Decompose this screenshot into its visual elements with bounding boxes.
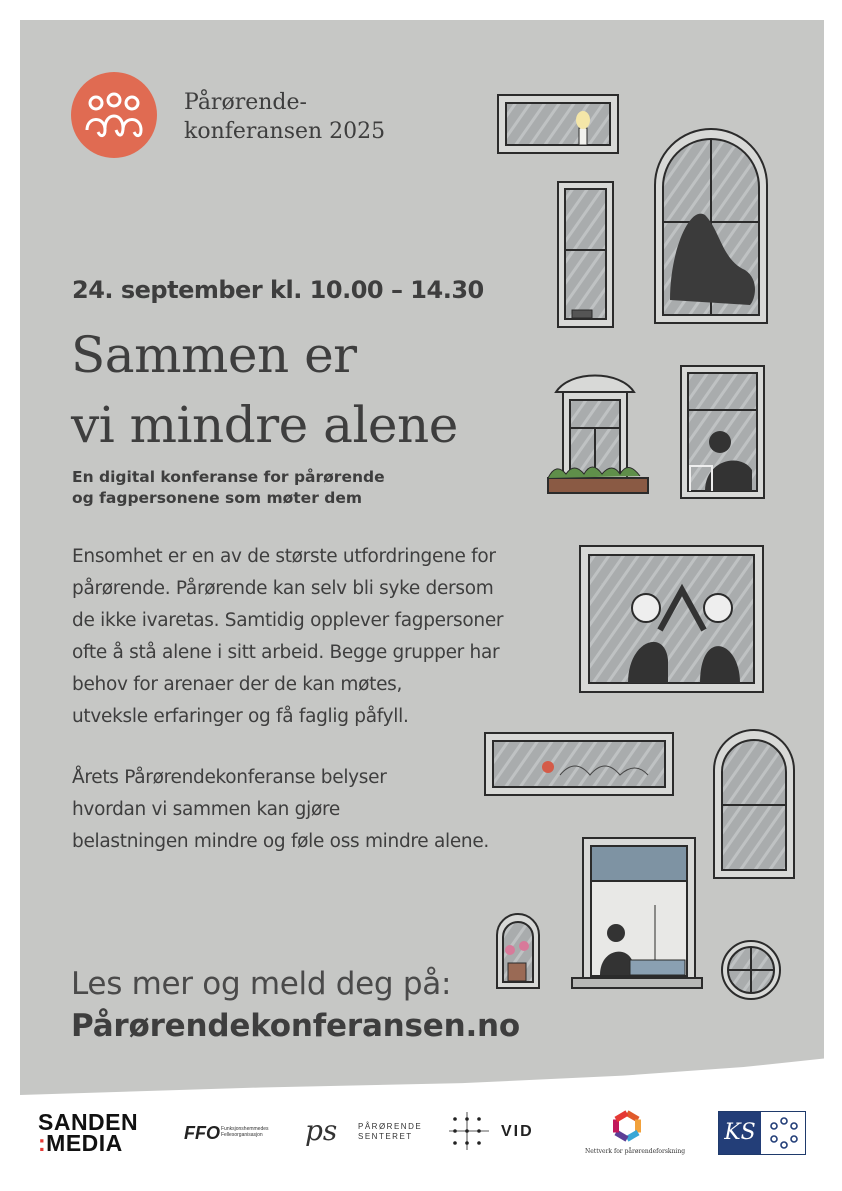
ks-logo[interactable] [718, 1111, 806, 1155]
sanden-media-logo[interactable] [38, 1109, 139, 1156]
body-line: behov for arenaer der de kan møtes, [72, 674, 403, 695]
ps-mark: ps [305, 1114, 338, 1147]
vid-logo[interactable] [449, 1110, 534, 1156]
ks-ring-icon [763, 1112, 805, 1154]
vid-text: VID [501, 1123, 534, 1140]
conference-name-line2: konferansen 2025 [184, 119, 386, 144]
headline-line2: vi mindre alene [71, 396, 458, 454]
headline-line1: Sammen er [71, 326, 357, 384]
body-line: pårørende. Pårørende kan selv bli syke dersom [72, 578, 494, 599]
body-line: belastningen mindre og føle oss mindre alene. [72, 831, 489, 852]
cta-link[interactable]: Pårørendekonferansen.no [71, 1008, 521, 1044]
nettverk-logo[interactable] [585, 1110, 686, 1155]
body-line: de ikke ivaretas. Samtidig opplever fagpersoner [72, 610, 504, 631]
hexagon-ring-icon [611, 1110, 643, 1142]
subtitle-line2: og fagpersonene som møter dem [72, 489, 362, 507]
window-cup [558, 182, 613, 327]
window-ball [485, 733, 673, 795]
vid-grid-icon [449, 1110, 493, 1152]
conference-name-line1: Pårørende- [184, 90, 307, 115]
window-flowers [497, 914, 539, 988]
sanden-line1: SANDEN [38, 1109, 139, 1135]
ffo-text: Funksjonshemmedes Fellesorganisasjon [221, 1126, 269, 1138]
ps-text-line1: PÅRØRENDE [358, 1122, 423, 1131]
subtitle-line1: En digital konferanse for pårørende [72, 468, 385, 486]
window-round [722, 941, 780, 999]
body-line: hvordan vi sammen kan gjøre [72, 799, 340, 820]
ks-text: KS [719, 1112, 761, 1154]
window-flowerbox [548, 376, 648, 494]
window-arched-figure [655, 129, 767, 323]
parorendesenteret-logo[interactable] [305, 1114, 423, 1147]
nettverk-text: Nettverk for pårørendeforskning [585, 1148, 686, 1155]
sponsor-bar [0, 1100, 842, 1180]
sanden-colon: : [38, 1130, 47, 1156]
body-line: ofte å stå alene i sitt arbeid. Begge grupper har [72, 642, 500, 663]
cta-text: Les mer og meld deg på: [71, 966, 452, 1002]
sanden-line2: MEDIA [46, 1130, 123, 1156]
window-arched-right [714, 730, 794, 878]
ps-text-line2: SENTERET [358, 1132, 413, 1141]
body-line: utveksle erfaringer og få faglig påfyll. [72, 706, 409, 727]
body-line: Ensomhet er en av de største utfordringene for [72, 546, 496, 567]
ffo-logo[interactable] [184, 1123, 269, 1144]
event-date: 24. september kl. 10.00 – 14.30 [72, 276, 484, 304]
body-line: Årets Pårørendekonferanse belyser [72, 767, 387, 788]
window-hospital [572, 838, 702, 988]
window-candle [498, 95, 618, 153]
window-walker [681, 366, 764, 498]
window-two-figures [580, 546, 763, 692]
ffo-mark: FFO [184, 1123, 220, 1143]
ps-text [358, 1122, 422, 1142]
